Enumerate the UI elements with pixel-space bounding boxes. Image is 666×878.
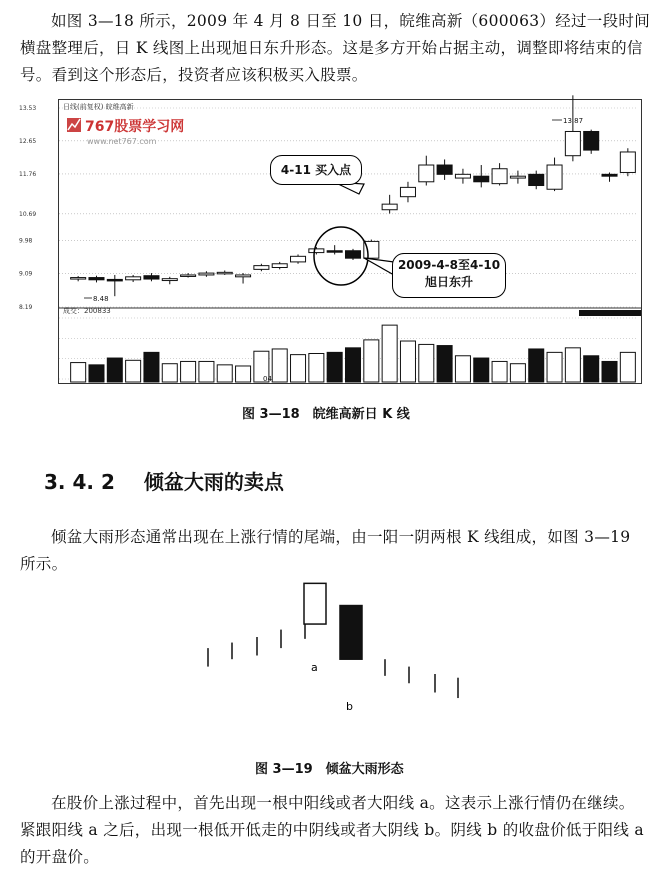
kline-chart-svg [19,100,641,383]
candle-bear [602,174,617,176]
y-tick-label: 11.76 [19,170,37,178]
candle-bull [254,266,269,270]
candle-bull [291,256,306,262]
y-tick-label: 13.53 [19,105,37,112]
watermark-url: www.net767.com [87,137,157,146]
volume-bar [437,346,452,382]
figure2-caption: 图 3—19 倾盆大雨形态 [255,762,404,777]
volume-bar [162,364,177,382]
volume-bar [400,341,415,382]
candle-bear [584,131,599,150]
volume-bar [455,356,470,382]
candle-bear [89,278,104,280]
candle-bear [144,276,159,279]
volume-bar [89,365,104,382]
callout-pattern [392,253,506,298]
y-tick-label: 10.69 [19,210,37,218]
chart-header-label: 日线(前复权) 皖维高新 [63,103,134,111]
volume-bar [602,361,617,382]
y-tick-label: 8.19 [19,304,33,311]
candle-bull [309,249,324,253]
closing-paragraph: 在股价上涨过程中，首先出现一根中阳线或者大阳线 a。这表示上涨行情仍在继续。紧跟阳线 a 之后，出现一根低开低走的中阴线或者大阴线 b。阴线 b 的收盘价低于阳线 a 的开盘价。 [20,794,644,866]
section-number: 3. 4. 2 [44,470,115,494]
candle-bull [217,272,232,274]
callout-buy-point: 4-11 买入点 [270,155,362,185]
y-tick-label: 9.09 [19,270,33,278]
candle-bull [620,152,635,172]
watermark-text: 767股票学习网 [85,119,185,135]
volume-bar [217,365,232,382]
candle-bull [181,275,196,277]
schematic-chart [190,578,480,748]
intro-paragraph: 如图 3—18 所示，2009 年 4 月 8 日至 10 日，皖维高新（600063）经过一段时间横盘整理后，日 K 线图上出现旭日东升形态。这是多方开始占据主动，调整即将结束的信号。看到这个形态后，投资者应该积极买入股票。 [20,12,650,84]
callout-pattern-name: 旭日东升 [424,275,473,289]
volume-bar [620,352,635,382]
candle-bull [455,174,470,178]
x-tick-label: 04 [263,375,272,383]
volume-bar [364,340,379,382]
candle-bull [71,278,86,280]
candle-bull [236,275,251,277]
volume-bar [199,361,214,382]
y-tick-label: 12.65 [19,137,37,145]
section-paragraph: 倾盆大雨形态通常出现在上涨行情的尾端，由一阳一阴两根 K 线组成，如图 3—19 所示。 [20,528,631,573]
volume-bar [236,366,251,382]
figure1-caption: 图 3—18 皖维高新日 K 线 [242,407,410,422]
volume-bar [181,361,196,382]
candle-bull [547,165,562,189]
candle-bull [510,176,525,178]
candle-bull [382,204,397,210]
candle-bear [345,251,360,258]
candle-bear [437,165,452,174]
volume-header-bar [579,310,641,316]
volume-bar [126,360,141,382]
volume-bar [291,355,306,382]
candle-bear [474,176,489,182]
volume-bar [419,344,434,382]
schematic-bull-candle [304,583,326,624]
volume-label: 成交：200833 [63,307,111,315]
candle-bull [400,187,415,196]
y-tick-label: 9.98 [19,237,33,245]
candle-bear [529,174,544,185]
candle-bull [565,131,580,155]
candle-bear [327,251,342,253]
candle-bear [107,279,122,281]
volume-bar [529,349,544,382]
volume-bar [272,349,287,382]
volume-bar [309,354,324,383]
candle-bull [126,277,141,280]
section-heading [44,466,284,495]
volume-bar [345,348,360,382]
candle-bull [419,165,434,182]
volume-bar [584,356,599,382]
watermark [67,118,184,146]
volume-bar [71,363,86,382]
volume-bar [474,358,489,382]
volume-bar [547,352,562,382]
volume-bar [565,348,580,382]
volume-bar [144,352,159,382]
volume-bar [492,361,507,382]
volume-bar [510,364,525,382]
candle-bull [162,279,177,281]
section-title-text: 倾盆大雨的卖点 [143,470,284,494]
candle-bull [199,273,214,275]
kline-chart [19,99,642,384]
low-marker: 8.48 [93,295,109,303]
schematic-bear-candle [340,606,362,660]
label-a: a [311,661,318,674]
volume-bar [382,325,397,382]
callout-pattern-date: 2009-4-8至4-10 [397,258,501,272]
volume-bar [327,352,342,382]
candle-bull [272,264,287,268]
volume-bar [107,358,122,382]
label-b: b [346,700,353,713]
candle-bull [492,169,507,184]
high-marker: 13.87 [563,117,584,125]
